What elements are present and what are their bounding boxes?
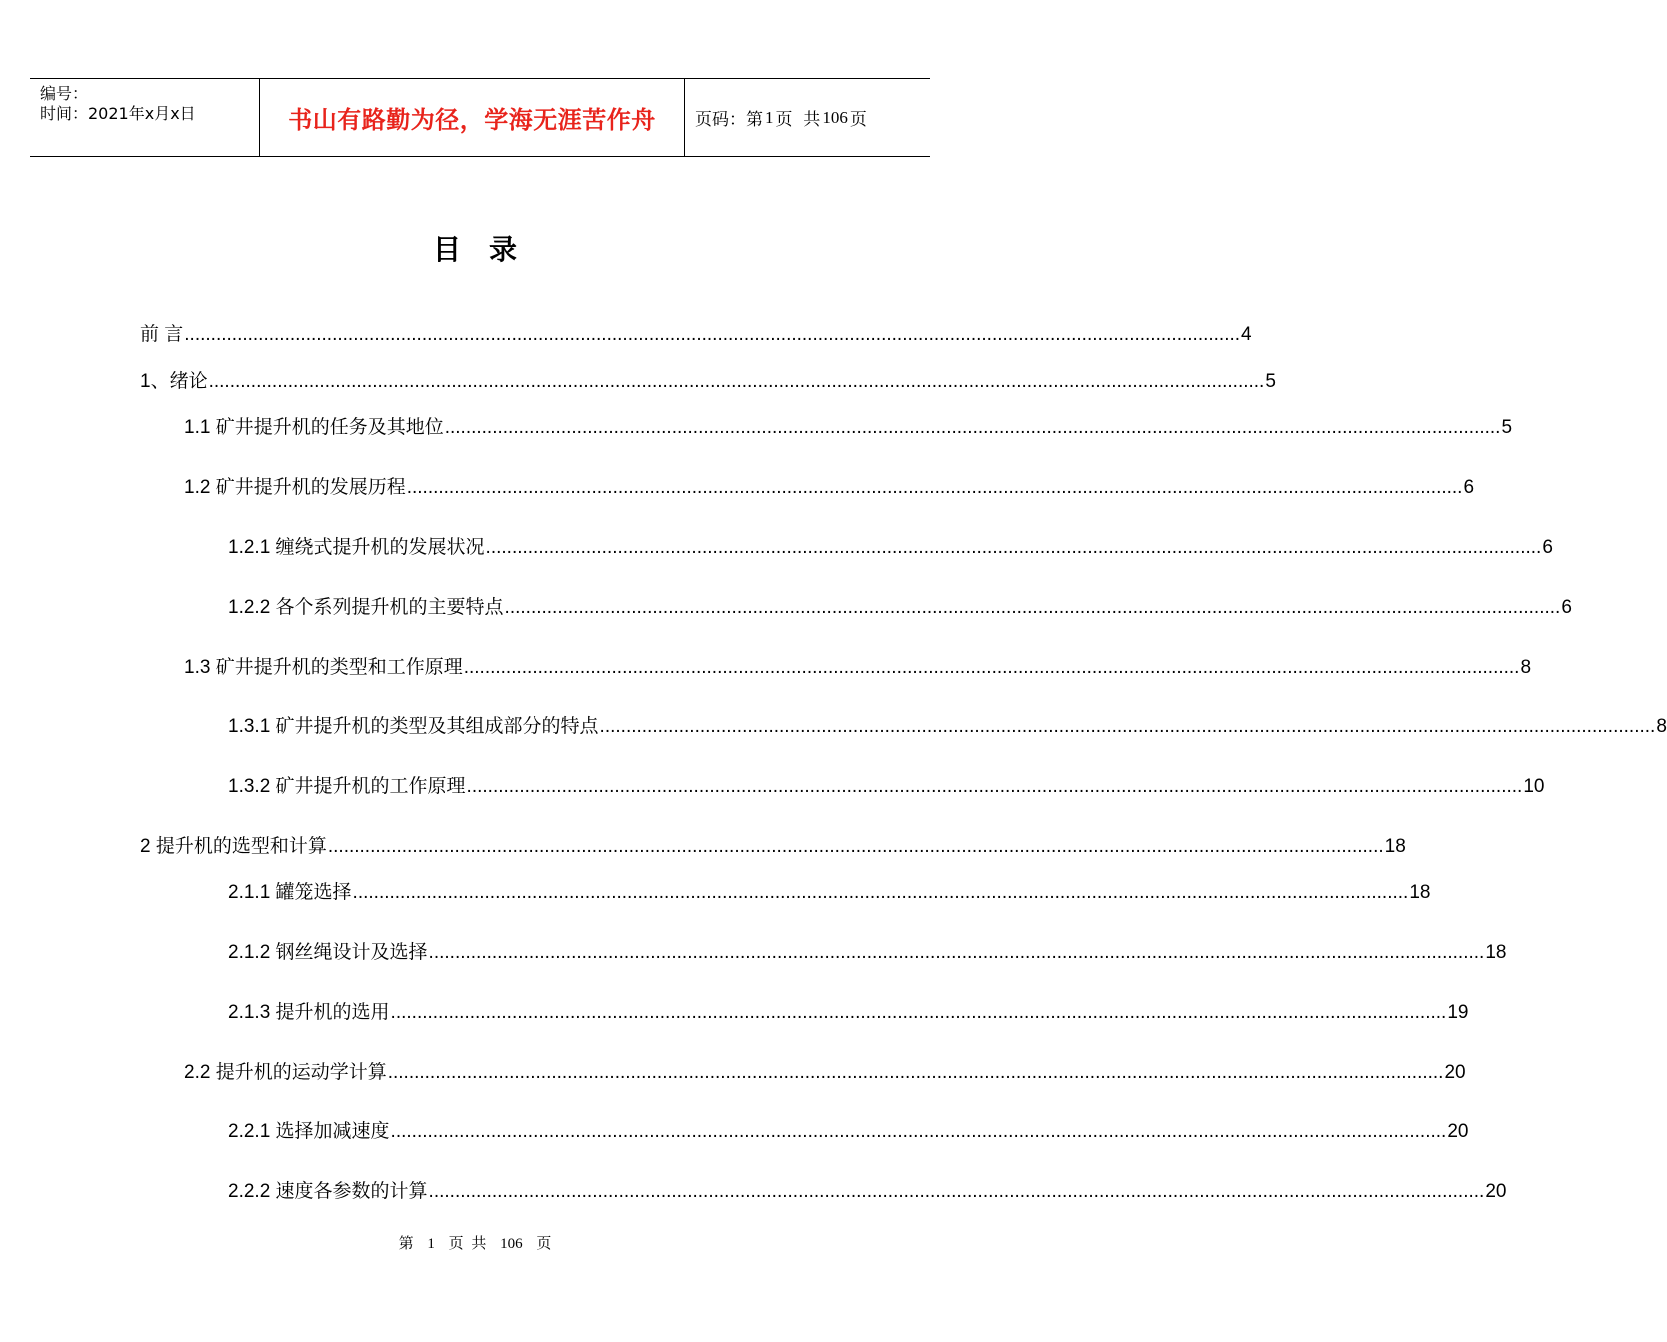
toc-leader-dots: ........................................................................................................................................................................................................ [444,417,1501,438]
toc-entry-page: 20 [1444,1062,1466,1083]
toc-entry-page: 19 [1447,1002,1469,1023]
toc-entry-title: 2 提升机的选型和计算 [140,836,327,857]
footer-mid: 页 共 [448,1236,487,1252]
toc-leader-dots: ........................................................................................................................................................................................................ [390,1002,1447,1023]
toc-entry-title: 2.2.1 选择加减速度 [228,1121,390,1142]
toc-entry[interactable] [184,415,1513,441]
toc-entry-title: 2.1.3 提升机的选用 [228,1002,390,1023]
toc-entry[interactable] [228,535,1553,561]
toc-entry-page: 4 [1241,324,1252,345]
header-page-current: 1 [765,107,774,127]
toc-entry-title: 2.1.2 钢丝绳设计及选择 [228,942,428,963]
toc-entry-title: 1.3.1 矿井提升机的类型及其组成部分的特点 [228,716,599,737]
toc-entry-title: 1.2 矿井提升机的发展历程 [184,477,406,498]
toc-entry[interactable] [228,940,1507,966]
footer-page-current: 1 [427,1236,435,1252]
toc-entry-page: 5 [1501,417,1513,438]
toc-entry-title: 1.2.1 缠绕式提升机的发展状况 [228,537,485,558]
toc-entry[interactable] [140,834,1406,860]
toc-entry-page: 18 [1409,882,1431,903]
toc-leader-dots: ........................................................................................................................................................................................................ [485,537,1542,558]
header-motto: 书山有路勤为径，学海无涯苦作舟 [288,106,656,134]
toc-entry-page: 6 [1463,477,1475,498]
footer-page-total: 106 [500,1236,523,1252]
toc-entry[interactable] [228,774,1545,800]
toc-entry[interactable] [140,322,1252,348]
toc-entry[interactable] [184,1060,1466,1086]
toc-leader-dots: ........................................................................................................................................................................................................ [208,371,1265,392]
toc-leader-dots: ........................................................................................................................................................................................................ [390,1121,1447,1142]
toc-entry[interactable] [228,595,1572,621]
toc-leader-dots: ........................................................................................................................................................................................................ [184,324,1241,345]
toc-leader-dots: ........................................................................................................................................................................................................ [428,942,1485,963]
footer-prefix: 第 [398,1236,414,1252]
page-title: 目录 [432,233,545,266]
header-page-counter [685,79,930,156]
toc-entry-page: 18 [1485,942,1507,963]
toc-leader-dots: ........................................................................................................................................................................................................ [466,776,1523,797]
toc-leader-dots: ........................................................................................................................................................................................................ [504,597,1561,618]
toc-entry[interactable] [228,1179,1507,1205]
toc-leader-dots: ........................................................................................................................................................................................................ [406,477,1463,498]
page-header [30,78,930,157]
toc-entry-page: 5 [1265,371,1276,392]
toc-entry[interactable] [228,1000,1469,1026]
toc-entry-title: 1、绪论 [140,371,208,392]
toc-entry-title: 1.2.2 各个系列提升机的主要特点 [228,597,504,618]
toc-entry-page: 20 [1485,1181,1507,1202]
toc-leader-dots: ........................................................................................................................................................................................................ [327,836,1384,857]
header-page-end: 页 [849,110,867,130]
toc-entry-title: 1.3 矿井提升机的类型和工作原理 [184,657,463,678]
toc-entry-title: 2.1.1 罐笼选择 [228,882,352,903]
toc-entry-title: 前 言 [140,324,184,345]
toc-entry-page: 8 [1656,716,1667,737]
toc-entry-page: 6 [1542,537,1553,558]
document-number-label: 编号： [40,84,89,103]
toc-leader-dots: ........................................................................................................................................................................................................ [463,657,1520,678]
toc-leader-dots: ........................................................................................................................................................................................................ [428,1181,1485,1202]
header-page-label: 页码：第 [695,110,763,130]
toc-entry-title: 2.2.2 速度各参数的计算 [228,1181,428,1202]
document-time-label: 时间：2021年x月x日 [40,104,196,123]
page-footer [0,1232,950,1253]
toc-entry[interactable] [228,714,1667,740]
toc-leader-dots: ........................................................................................................................................................................................................ [599,716,1656,737]
toc-entry-title: 1.3.2 矿井提升机的工作原理 [228,776,466,797]
toc-entry-title: 1.1 矿井提升机的任务及其地位 [184,417,444,438]
footer-suffix: 页 [536,1236,552,1252]
toc-entry-page: 18 [1384,836,1406,857]
toc-entry[interactable] [228,1119,1469,1145]
toc-entry-title: 2.2 提升机的运动学计算 [184,1062,387,1083]
header-page-total: 106 [822,107,848,127]
toc-entry[interactable] [228,880,1431,906]
header-info-cell [30,79,259,156]
toc-entry-page: 20 [1447,1121,1469,1142]
toc-entry-page: 8 [1520,657,1532,678]
toc-leader-dots: ........................................................................................................................................................................................................ [352,882,1409,903]
toc-entry[interactable] [184,475,1475,501]
toc-entry-page: 6 [1561,597,1572,618]
header-page-mid: 页 共 [775,110,821,130]
toc-entry[interactable] [140,369,1276,395]
toc-leader-dots: ........................................................................................................................................................................................................ [387,1062,1444,1083]
toc-entry-page: 10 [1523,776,1545,797]
toc-entry[interactable] [184,655,1532,681]
